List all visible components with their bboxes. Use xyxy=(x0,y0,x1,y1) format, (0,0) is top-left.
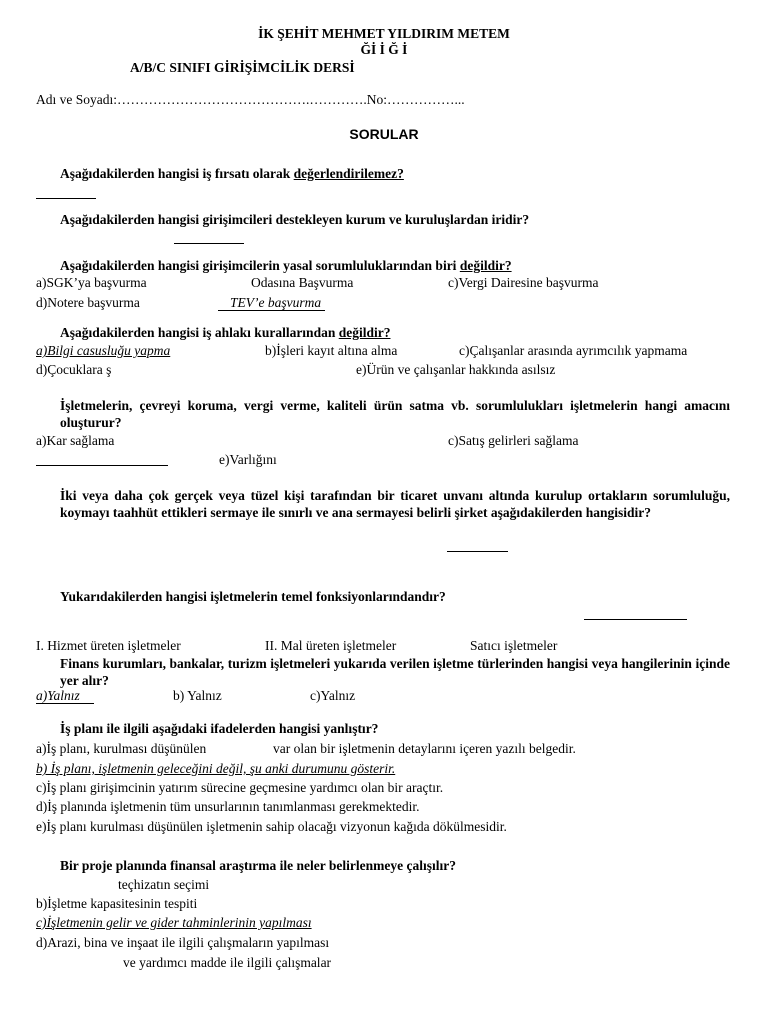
header-line-2: Ğİ İ Ğ İ xyxy=(360,42,408,57)
q3-option-d: d)Notere başvurma xyxy=(36,295,140,310)
school-name: İK ŞEHİT MEHMET YILDIRIM METEM xyxy=(258,26,510,41)
q9-option-d: d)İş planında işletmenin tüm unsurlarının tanımlanması gerekmektedir. xyxy=(36,799,420,814)
q8-option-c: c)Yalnız xyxy=(310,688,356,703)
q3-option-b: Odasına Başvurma xyxy=(251,275,354,290)
q3-option-e: TEV’e başvurma xyxy=(218,295,325,311)
q10-option-c: c)İşletmenin gelir ve gider tahminlerinin yapılması xyxy=(36,915,312,930)
question-2: Aşağıdakilerden hangisi girişimcileri destekleyen kurum ve kuruluşlardan iridir? xyxy=(60,212,530,227)
q4-option-c: c)Çalışanlar arasında ayrımcılık yapmama xyxy=(459,343,688,358)
q10-option-b: b)İşletme kapasitesinin tespiti xyxy=(36,896,198,911)
q4-option-d: d)Çocuklara ş xyxy=(36,362,112,377)
question-9: İş planı ile ilgili aşağıdaki ifadelerden hangisi yanlıştır? xyxy=(60,721,379,736)
q9-option-b: b) İş planı, işletmenin geleceğini değil, şu anki durumunu gösterir. xyxy=(36,761,396,776)
question-4 xyxy=(60,325,390,341)
q5-option-e: e)Varlığını xyxy=(219,452,277,467)
question-6: İki veya daha çok gerçek veya tüzel kişi tarafından bir ticaret unvanı altında kurulup ortakların sorumluluğu, koymayı taahhüt ettikleri sermaye ile sınırlı ve ana sermayesi belirli şirket aşağıdakilerden hangisidir? xyxy=(60,488,730,520)
q10-option-e: ve yardımcı madde ile ilgili çalışmalar xyxy=(123,955,332,970)
q9-option-a-end: var olan bir işletmenin detaylarını içeren yazılı belgedir. xyxy=(273,741,576,756)
answer-line-1[interactable] xyxy=(36,198,96,199)
q10-option-a: teçhizatın seçimi xyxy=(118,877,210,892)
question-1 xyxy=(60,166,404,182)
q3-option-c: c)Vergi Dairesine başvurma xyxy=(448,275,599,290)
question-5: İşletmelerin, çevreyi koruma, vergi verme, kaliteli ürün satma vb. sorumlulukları işletmelerin hangi amacını oluşturur? xyxy=(60,398,730,430)
q9-option-a-start: a)İş planı, kurulması düşünülen xyxy=(36,741,207,756)
question-7: Yukarıdakilerden hangisi işletmelerin temel fonksiyonlarındandır? xyxy=(60,589,446,604)
question-8: Finans kurumları, bankalar, turizm işletmeleri yukarıda verilen işletme türlerinden hangisi veya hangilerinin içinde yer alır? xyxy=(60,656,730,688)
q8-item-1: I. Hizmet üreten işletmeler xyxy=(36,638,181,653)
name-field[interactable]: …………………………………….………… xyxy=(117,92,364,107)
answer-line-7[interactable] xyxy=(584,619,687,620)
question-3-emphasis: değildir? xyxy=(459,258,512,273)
section-title: SORULAR xyxy=(349,126,419,142)
q3-option-a: a)SGK’ya başvurma xyxy=(36,275,147,290)
question-3 xyxy=(60,258,512,274)
question-3-text: Aşağıdakilerden hangisi girişimcilerin yasal sorumluluklarından biri xyxy=(60,258,460,273)
question-4-emphasis: değildir? xyxy=(338,325,391,340)
q4-option-b: b)İşleri kayıt altına alma xyxy=(265,343,398,358)
question-1-text: Aşağıdakilerden hangisi iş fırsatı olarak xyxy=(60,166,294,181)
question-10: Bir proje planında finansal araştırma ile neler belirlenmeye çalışılır? xyxy=(60,858,456,873)
q8-option-a: a)Yalnız xyxy=(36,688,94,704)
answer-line-6[interactable] xyxy=(447,551,508,552)
q8-option-b: b) Yalnız xyxy=(173,688,222,703)
question-4-text: Aşağıdakilerden hangisi iş ahlakı kurallarından xyxy=(60,325,339,340)
number-label: .No: xyxy=(363,92,387,107)
q5-option-c: c)Satış gelirleri sağlama xyxy=(448,433,579,448)
q5-option-a: a)Kar sağlama xyxy=(36,433,115,448)
q8-item-3: Satıcı işletmeler xyxy=(470,638,558,653)
q9-option-e: e)İş planı kurulması düşünülen işletmenin sahip olacağı vizyonun kağıda dökülmesidir. xyxy=(36,819,507,834)
answer-line-5[interactable] xyxy=(36,465,168,466)
student-info-line xyxy=(36,92,465,108)
course-title: A/B/C SINIFI GİRİŞİMCİLİK DERSİ xyxy=(130,60,355,75)
number-field[interactable]: ……………... xyxy=(387,92,465,107)
q10-option-d: d)Arazi, bina ve inşaat ile ilgili çalışmaların yapılması xyxy=(36,935,330,950)
q4-option-a: a)Bilgi casusluğu yapma xyxy=(36,343,171,358)
name-label: Adı ve Soyadı: xyxy=(36,92,117,107)
q8-item-2: II. Mal üreten işletmeler xyxy=(265,638,397,653)
answer-line-2[interactable] xyxy=(174,243,244,244)
q4-option-e: e)Ürün ve çalışanlar hakkında asılsız xyxy=(356,362,556,377)
question-1-emphasis: değerlendirilemez? xyxy=(293,166,404,181)
q9-option-c: c)İş planı girişimcinin yatırım sürecine geçmesine yardımcı olan bir araçtır. xyxy=(36,780,444,795)
